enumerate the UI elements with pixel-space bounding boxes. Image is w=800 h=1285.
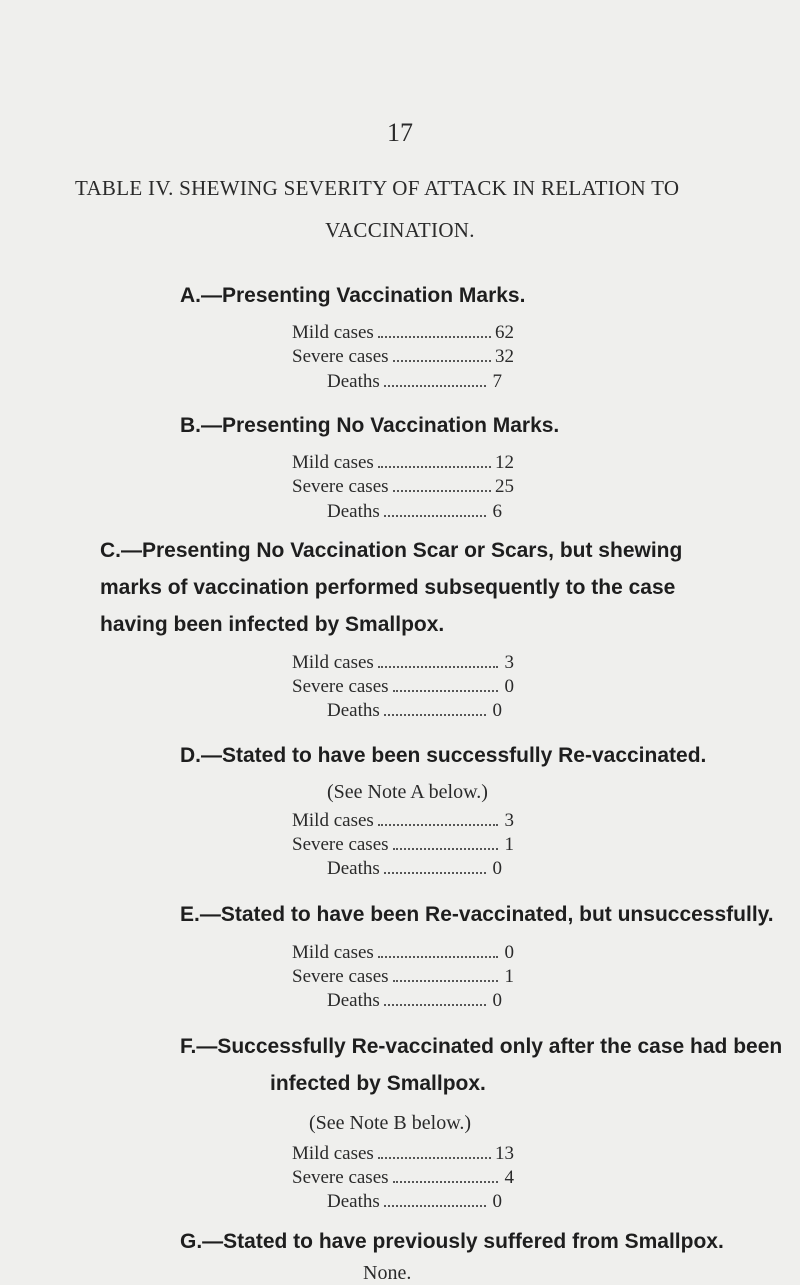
- row-value: 3: [504, 810, 514, 831]
- row-value: 0: [492, 990, 502, 1011]
- row-label: Severe cases: [292, 346, 389, 367]
- row-value: 12: [495, 452, 514, 473]
- section-c-severe-row: [292, 676, 514, 700]
- row-value: 62: [495, 322, 514, 343]
- row-value: 0: [492, 1191, 502, 1212]
- row-label: Mild cases: [292, 452, 374, 473]
- row-value: 0: [492, 858, 502, 879]
- row-value: 13: [495, 1143, 514, 1164]
- leader-dots: [384, 501, 486, 517]
- row-label: Mild cases: [292, 942, 374, 963]
- row-value: 7: [492, 371, 502, 392]
- row-label: Mild cases: [292, 322, 374, 343]
- section-a-deaths-row: [327, 371, 502, 395]
- leader-dots: [393, 346, 491, 362]
- row-label: Deaths: [327, 858, 380, 879]
- row-label: Deaths: [327, 501, 380, 522]
- row-label: Severe cases: [292, 476, 389, 497]
- leader-dots: [378, 322, 491, 338]
- section-d-note: (See Note A below.): [327, 781, 488, 803]
- row-value: 32: [495, 346, 514, 367]
- row-label: Deaths: [327, 700, 380, 721]
- row-label: Severe cases: [292, 676, 389, 697]
- section-b-deaths-row: [327, 501, 502, 525]
- row-value: 1: [504, 834, 514, 855]
- section-d-deaths-row: [327, 858, 502, 882]
- leader-dots: [378, 942, 498, 958]
- section-e-severe-row: [292, 966, 514, 990]
- row-label: Deaths: [327, 990, 380, 1011]
- row-label: Severe cases: [292, 966, 389, 987]
- section-d-heading: D.—Stated to have been successfully Re-vaccinated.: [180, 744, 707, 767]
- row-label: Mild cases: [292, 810, 374, 831]
- section-f-heading-continued: infected by Smallpox.: [270, 1072, 486, 1095]
- row-value: 4: [504, 1167, 514, 1188]
- leader-dots: [378, 1143, 491, 1159]
- section-c-heading: C.—Presenting No Vaccination Scar or Scars, but shewing marks of vaccination performed subsequently to the case having been infected by Smallpox.: [100, 539, 683, 636]
- section-f-severe-row: [292, 1167, 514, 1191]
- page-number: 17: [387, 118, 413, 147]
- table-title-continued: VACCINATION.: [325, 218, 475, 242]
- leader-dots: [384, 990, 486, 1006]
- section-a-mild-row: [292, 322, 514, 346]
- section-f-heading: F.—Successfully Re-vaccinated only after the case had been: [180, 1035, 783, 1058]
- row-value: 25: [495, 476, 514, 497]
- leader-dots: [393, 476, 491, 492]
- row-value: 0: [504, 676, 514, 697]
- leader-dots: [378, 652, 498, 668]
- row-value: 6: [492, 501, 502, 522]
- leader-dots: [384, 700, 486, 716]
- leader-dots: [378, 810, 498, 826]
- leader-dots: [384, 371, 486, 387]
- section-b-mild-row: [292, 452, 514, 476]
- section-b-heading: B.—Presenting No Vaccination Marks.: [180, 414, 560, 437]
- section-c-mild-row: [292, 652, 514, 676]
- section-a-heading: A.—Presenting Vaccination Marks.: [180, 284, 526, 307]
- section-g-text: None.: [363, 1262, 412, 1284]
- row-label: Deaths: [327, 371, 380, 392]
- leader-dots: [393, 834, 498, 850]
- section-f-mild-row: [292, 1143, 514, 1167]
- leader-dots: [384, 858, 486, 874]
- section-e-heading: E.—Stated to have been Re-vaccinated, but unsuccessfully.: [180, 903, 774, 926]
- row-label: Severe cases: [292, 1167, 389, 1188]
- section-e-mild-row: [292, 942, 514, 966]
- section-f-deaths-row: [327, 1191, 502, 1215]
- row-label: Mild cases: [292, 652, 374, 673]
- section-d-mild-row: [292, 810, 514, 834]
- leader-dots: [393, 676, 498, 692]
- leader-dots: [384, 1191, 486, 1207]
- section-f-note: (See Note B below.): [309, 1112, 471, 1134]
- section-b-severe-row: [292, 476, 514, 500]
- section-e-deaths-row: [327, 990, 502, 1014]
- row-value: 1: [504, 966, 514, 987]
- row-label: Deaths: [327, 1191, 380, 1212]
- section-c-deaths-row: [327, 700, 502, 724]
- row-value: 0: [504, 942, 514, 963]
- leader-dots: [393, 966, 498, 982]
- leader-dots: [393, 1167, 498, 1183]
- row-value: 0: [492, 700, 502, 721]
- section-a-severe-row: [292, 346, 514, 370]
- leader-dots: [378, 452, 491, 468]
- row-value: 3: [504, 652, 514, 673]
- row-label: Mild cases: [292, 1143, 374, 1164]
- section-g-heading: G.—Stated to have previously suffered from Smallpox.: [180, 1230, 724, 1253]
- section-d-severe-row: [292, 834, 514, 858]
- row-label: Severe cases: [292, 834, 389, 855]
- table-title: TABLE IV. SHEWING SEVERITY OF ATTACK IN RELATION TO: [75, 176, 680, 200]
